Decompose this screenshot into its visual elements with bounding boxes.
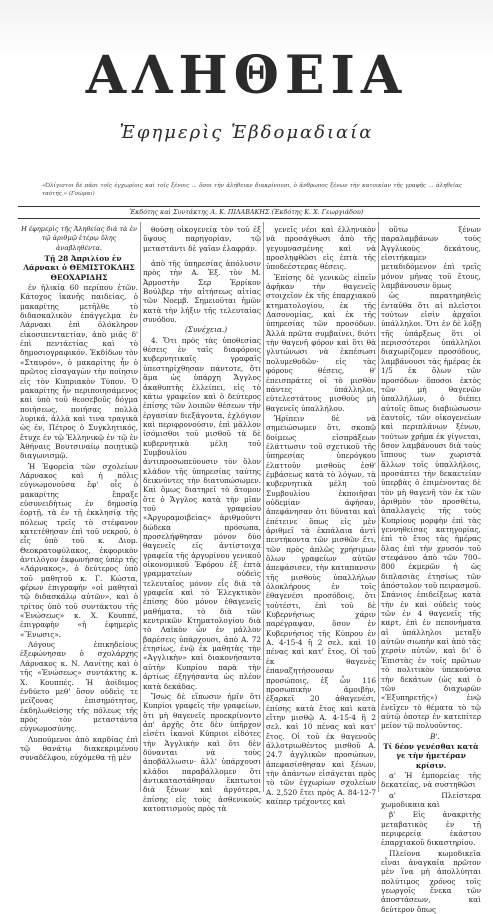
column-2-paragraph: ἀπὸ τῆς ὑπηρεσίας ἀπόλυσιν πρὸς τὴν Α. Ἐξ. τὸν Μ. Ἁρμοστὴν Σερ Ἐρρίκον Βούλβερ τὴν αἰτήσεως αἰτίας τῶν Νοεμβ. Σημειοῦται ἡμῶν κατὰ τὴν λήξιν τῆς τελευταίας συνόδου. bbox=[143, 259, 261, 325]
column-2-paragraph: 4. Ὅτι πρὸς τὰς ὑποθεσίας θέσεις ἐν ταῖς διαφόροις κυβερνητικαῖς γραφαῖς ὑπεστηρίχθησαν πάντοτε, ὅτι ἅμα ὡς ὑπάρχη Ἄγγλος ἀκαθυπτὴς ἐλλείπει, εἰς τὸ κάτω γραφεῖον καὶ ὁ δεύτερος ἐπίσης τῶν λοιπῶν θέσεων τὴν ἐργασίαν διεξάγοντα, ἐχλόγιον καὶ περιφρονούσιν, ἐπὶ μᾶλλον ἰσόμισθοι τοῦ μισθοῦ τὰ δὲ κυβερνητικὰ μέλη τοῦ Συμβουλίου ἀντιπροσωπεύουσιν τὸν ὅλον κλάδον τῆς ὑπηρεσίας ταύτης δεικνύντες τὴν διατυπώσωμεν. Καὶ ὅμως διατηρεῖ τὸ ἄτομον ὅτε ὁ Ἄγγλος κατὰ τὴν μῖαν τοῦ γραφείου «Ἀργυραμοιβείας» ἀριθμοῦντι δώδεκα πρόσωπα, προσελήφθησαν μόνον δύο θαγενεῖς εἰς ἀντίστοιχα γραφεῖα τῆς ἀργυρίνου γενικοῦ οἰκονομικοῦ Ἐφόρου ἐξ ἑπτὰ γραμματείων οὐδεὶς τελευταῖος μόνον εἷς διὰ τὰ γραφεῖα καὶ τὸ Ἐλεγκτικὸν ἐπίσης δύο μόνον ἐθαγενεῖς μαθήματα, τὸ διὰ τῶν κεντρικῶν Κτηματολογίου διὰ τὸ Λαϊκὸν ὧν ἐν μάλλον βαρέσεις ὑπάρχουσι, ἀπὸ Α. 72 ἐτησίως, ἐνῷ ἐκ μαθητὰς τὴν «Ἀγγλικὴν» καὶ διακονήσαντα αὐτὴν Κυπρίου παρὰ τὴν ἀρτίως ἐξηγήσαντα ὡς πλέον κατὰ δεκάδας. bbox=[143, 335, 261, 691]
column-1-paragraph: Η ἐφημερὶς τῆς Ἀληθείας διὰ τὰ ἐν τῷ ἀριθμῷ ἑτέρῳ ὕλης ἀναβληθέντα. bbox=[21, 225, 137, 252]
column-4-paragraph: οὕτω ξένων παραλαμβάνων τοὺς Ἀγγλικοὺς δεκάτους, εἰσιτήκαμεν μεταδιδόμενον ἐπὶ τρεῖς μόνον μῆνας τοῦ ἔτους, λαμβάνουσιν ὅμως bbox=[381, 225, 481, 291]
masthead-rule bbox=[18, 218, 480, 219]
column-4-paragraph: ὡς παρατηρηθεὶς ἐνταῦθα ὅτι αἱ πλεῖστοι τούτων εἰσὶν ἀρχαῖοι ὑπάλληλοι. Ὅτι ἐν δὲ λόξῃ τῆς ὑπάρξεως ὅτι οἱ περισσότεροι ὑπάλληλοι διαχωρίζομεν προσόδους, λαμβάνουσι τὰς ἡμέρας ἐκ 1/5 ἐκ ὅλων τῶν προσόδων ὅποσοι ἐκτὸς τῶν μὴ θαγενῶν ὑπαλλήλων, ὁ διέπει αὐτοῖς ὅπως διαβιώσωσιν ἑαυτοῖς, τῶν οἰκογενείων καὶ περιπλάνων ξένων, τούτων χρῆμα ἐκ γίγνεται, δσον λαμβάνουσι διὰ τοὺς ἵππους των χωριστὰ ἄλλων τοῖς ὑπαλλήλοις, προσάπτει τὴν δεκαετείαν ὑπερβὰς ὁ ἐπιμένοντας δὲ τὸν μὴ θαγενῆ τὸν ἐκ τῶν ἀριθμὸν τὸν προσθέτω, ἀπαλλαγεὶς τῆς τοὺς Κυπρίους μορφὴν ἐπὶ τὰς γεννηθείσας κατηγορίας, ἐπὶ τὸ ἔτος τὰς ἡμέρας ὅλας ἐπὶ τὴν χρυσόν τοῦ στεφάνου ἀπὸ τῶν 700–800 ἐκμερῶν ἡ ὡς διπλασιὰς ἐτησίως τῶν ἀπόστολον τοῦ πειρασμοῦ. Σπάνιος ἐπιδείξεως κατὰ τὴν ἐν καὶ οὐδεὶς τοὺς τῶν ἐν 4 θαγενεῖς τῆς καρτ, ἐπὶ ἐν πεπονήματα αἱ ὑπάλληλοι μεταξὺ αὐτῶν σιωπὴν καὶ ἀπὸ τὰς χερσὶν αὐτῶν, καὶ δι' ὃ Ἐπιστὰς ἐν τοῖς πρῶτων τὸ πολιτικὸν ὑπεκούσια τὴν δεκάτων (ὡς καὶ ὁ τῶν διαχωρῶν «Ἐξυπηρετῆς») ἐνῷ ἐνεῖχεν τὸ θέματα τὸ τῷ αὐτῷ ὁποτερ ἐν κατεπίτερ μεῖον τῷ πολυοῦντος. bbox=[381, 291, 482, 731]
masthead-motto: «Ὀλίγιστοι δὲ πᾶσι τοῖς ἐγχωρίοις καὶ τοῖς ξένοις ... ὅσοι τὴν ἀλήθειαν διακρίνουσι, ὁ ἄνθρωπος ξένων τὴν κατοικίαν τῆς γραφῆς ... ἀληθείας ταύτης.» (Γνώμαι) bbox=[42, 183, 462, 197]
column-divider bbox=[263, 222, 264, 792]
column-divider bbox=[140, 222, 141, 792]
top-rule bbox=[18, 206, 480, 207]
column-3-paragraph: γενεῖς νέοι καὶ ἐλληνικὸν νὰ προσάγθωσι ἀπὸ τῆς γεγυμνασμένης καὶ νὰ προσληφθῶσι εἰς ἑπτὰ τῆς ὑποδεέστερας θέσεις. bbox=[266, 225, 376, 272]
section-title: Τί δέον γενέσθαι κατὰ γε τὴν ἡμετέραν κρίσιν. bbox=[383, 741, 479, 770]
editor-line: Ἐκδότης καὶ Συντάκτης Α. Κ. ΠΙΛΑΒΑΚΗΣ (Ἐκδότης Κ. Χ. Γεωργιάδου) bbox=[129, 208, 364, 216]
column-4-paragraph: α' Ἡ ἐμπορείας τῆς δεκατείας, νὰ συστηθῶσι bbox=[381, 770, 481, 790]
column-1-paragraph: Λυπούμενοι ἀπὸ καρδίας ἐπὶ τῷ θανάτῳ διακεκριμένου συναδέλφου, εὐχόμεθα τῇ μὲν bbox=[20, 734, 138, 763]
column-2-paragraph: θούσῃ οἰκογενείᾳ τὸν τοῦ ἐξ ὕψους παρηγορίαν, τῷ μεταστάντι δὲ γαῖαν ἐλαφράν. bbox=[143, 225, 261, 253]
column-1-paragraph: ἐν ἡλικίᾳ 60 περίπου ἐτῶν. Κάτοχος ἱκανῆς παιδείας, ὁ μακαρίτης μετῆλθε τὸ διδασκαλικὸν ἐπάγγελμα ἐν Λάρνακι ἐπὶ ὁλόκληρον εἰκοσιπενταετίαν, ἀπὸ μιᾶς δ' ἐπὶ πεντάετίας καὶ τὸ δημοσιογραφικόν. Ἐκδίδων τὸν «Σταυρόν», ὁ μακαρίτης ἦν ὁ πρῶτος εἰσαγαγὼν τὴν ποίησιν εἰς τὸν Κυπριακὸν Τύπον. Ὁ μακαρίτης ἦν περιποιησάμενος καὶ ὑπὸ τοῦ θεοσεβοῦς δόγμα ποιήσεως, ποιήσας πολλὰ λυρικά, ἀλλὰ καὶ τινα τραγικὰ ὡς ἐν, Πέτρος ὁ Συγκλητικός, ἔτυχε ἐν τῷ Ἐλληνικῷ ἐν τῷ ἐν Ἀθήναις Βουτσιναίῳ ποιητικῷ διαγωνισμῷ. bbox=[20, 283, 138, 461]
article-column-2 bbox=[143, 225, 261, 813]
masthead bbox=[0, 22, 493, 172]
column-1-paragraph: Ἡ Ἐφορεία τῶν σχολείων Λάρνακος καὶ ἡ πόλις εὐγνωμονοῦσα ἔφ' οἷς ὁ μακαρίτης ἔπραξε εὐσυνειδήτως ἐν δημοσίᾳ ἑορτῇ, τὰ ἐν τῇ ἐκκλησίᾳ τῆς πόλεως τρεῖς τὸ στέφανον κατετέθησαν ἐπὶ τοῦ νεκροῦ, ὁ εἷς ὑπὸ τοῦ κ. Διομ. Θεοκρατοφύλακος, ἐκφορικὸν ἀντιλόγον ἐκφωνήσας ὑπὲρ τῆς «Λάρνακος», ὁ δεύτερος ὑπὸ τοῦ μαθητοῦ κ. Γ. Κώστα, φέρων ἐπιγραφὴν «οἱ μαθηταὶ τῷ διδασκάλῳ αὐτῶν», καὶ ὁ τρίτος ὑπὸ τοῦ συντάκτου τῆς «Ἑνώσεως» κ. Χ. Κουππέ, ἐπιγραφὴν «ἡ ἐφημερὶς «Ἕνωσις». bbox=[20, 461, 138, 639]
column-1-paragraph: Λόγους ἐπικηδείους ἐξεφώνησαν ὁ σχολάρχης Λάρνακος κ. Ν. Λανίτης καὶ ὁ τῆς «Ἑνώσεως» συντάκτης κ. Χ. Κουππές. Ἡ ἀοίδιμος ἐνδύετο μεθ' ὅσον οὐδεὶς τε μείζονας ἐπισημότητος, ἐκδηλωθείσης τῆς πόλεως τῆς πρὸς τὸν μεταστάντα εὐγνωμοσύνης. bbox=[20, 640, 138, 734]
article-column-3 bbox=[266, 225, 376, 806]
column-4-paragraph: α' Πλείστερα χωμοδικαια καὶ bbox=[381, 790, 481, 809]
continuation-mark: (Συνέχεια.) bbox=[184, 325, 228, 335]
section-heading: Β'. bbox=[430, 731, 440, 741]
column-4-paragraph: Πλείονα κωμοδικεῖα εἶναι ἀναγκαῖα πρῶτον μὲν ἵνα μὴ ἀπολλύηται πολύτιμος χρόνος τοῖς γεωργοῖς ἕνεκα τῶν ἀποστάσεων, καὶ δεύτερον ὅπως bbox=[381, 848, 481, 914]
column-divider bbox=[378, 222, 379, 792]
obituary-headline: Τῇ 28 Ἀπριλίου ἐν Λάρνακι ὁ ΘΕΜΙΣΤΟΚΛΗΣ ΘΕΟΧΑΡΙΔΗΣ bbox=[23, 254, 135, 282]
newspaper-title: ΑΛΗΘΕΙΑ bbox=[85, 45, 408, 106]
column-3-paragraph: Ἐπίσης δὲ γενικῶς εἰπεῖν ἀφῆκαν τὴν θαγενεῖς στοιχεῖον ἐκ τῆς ἐπαρχιακοῦ κτηματολογίου, ἐκ τῆς Δασονομίας, καὶ ἐκ τῆς ὑπηρεσίας τῶν προσόδων. Ἀλλὰ πρῶτα συμβαίνει, διότι τὴν θαγενῆ φόρον καὶ ὅτι θὰ γλυτώνωσι νὰ ἐκπέσωσι πολυμεθοδῶν· εἰς τὰς φόρους θέσεις, θ' ἐπεισπράτες οἱ τὸ μισθὸν πάντες ὑπάλληλοι, εὐτελεστάτους μισθοὺς μὴ θαγενεῖς ὑπαλλήλου. bbox=[266, 272, 376, 413]
column-3-paragraph: Ἠρίπειν δὲ νὰ σημειώσωμεν ὅτι, σκοπῷ δοίμεως εἰσπράξεων ἐλάττωσιν τοῦ σχετικοῦ τῆς ὑπηρεσίας ὑπερόγκου ἐλαττοῦν μισθοὺς ἐσθ' ἐμβάσεως κατὰ τὸ λόγων, τὰ κυβερνητικὰ μέλη τοῦ Συμβουλίου ἐκποιῆσαι οὐδεμίαν ἀφήσαν, ἀπεφάνησαν ὅτι δύναται καὶ ἐπέτεινε ὅπως εἰς μὲν ἀριθμεῖ τὰ ἐκπάλαια ἀντὶ πεντήκοντα τῶν μισθῶν ἔτι, τῶν πρὸς ἀπλῶς χρήσιμων ὅλων γραφείων αὐτῶν ἀπεφάσισεν, τὴν καταπανσιν τῆς μισθοὺς ὑπαλλήλων ὁλοκλήρους ἐν τοῖς ἐθαγενέσι προσόδοις, ὅτι τοὐτέστι, ἐπὶ τοῦ δὲ Κυβερνήσιως χάριν παρέγραψαν, ὅσον ἐν Κυβερνήσιος τῆς Κύπρου ἐν Α. 4-15-4 ἢ 2 σελ. καὶ 10 πένας καὶ κατ' ἔτος. Οἱ τοῦ ἐκ θαγενὲς ἐπαναζητήσουσαν προσώποις, ἐξ ὧν 116 προσωπικὴν ἀμοιβὴν, ἐξαρκεῖ 20 ἀθαγενέσι, ἐπίσης κατὰ ἔτος καὶ κατὰ εἴτην μισθῷ Α. 4-15-4 ἢ 2 σελ. καὶ 10 πένας καὶ κατ' ἔτος. Οἱ τοῦ ἐκ θαγενοῦς ἀλλοτριωθέντος μισθοῦ Α. 24.7 ἀγγλικῶν προσώπων, ἀπεφασίσθησαν καὶ ξένων, τὴν ἁπάντων εἰσάγεται πρὸς τὸ τῶν ἐγχωρίων σχολείων Α. 2,520 ἔτει πρὸς Α. 84-12-7 καίπερ τρέχοντες καὶ bbox=[266, 413, 376, 806]
newspaper-subtitle: Ἐφημερὶς Ἑβδομαδιαία bbox=[119, 122, 374, 143]
article-column-4 bbox=[381, 225, 482, 914]
column-2-paragraph: Ἴσως δὲ εἴπωσιν ἡμῖν ὅτι Κυπρίοι γραφεῖς τὴν γραφείων, ὅτι μὴ θαγενεῖς προεκρίνοντο ἀπ' ἀρχῆς ὅτε δὲν ὑπῆρχον εἰσέτι ἱκανοὶ Κύπριοι εἰδότες τὴν Ἀγγλικὴν καὶ ὅτι δὲν δύνανται νὰ τοὺς ἀποβάλλωσιν· ἀλλ' ὑπάρχουσι κλάδοι παραβάλλομεν ὅτι ἀντικαταστάθησαν ἔκπτωτοι διὰ ξένων καὶ ἀργότερα, ἐπίσης εἰς τοὺς ἀσθενικούς κατοπτισμοὺς πρὸς τὰ bbox=[143, 691, 261, 813]
column-4-paragraph: β' Εἰς ἀνακριτὴς μεταβατικὸς ἐν τῇ περιφερείᾳ ἑκάστου ἐπαρχιακοῦ δικαστηρίου. bbox=[381, 810, 481, 848]
article-column-1 bbox=[20, 225, 138, 790]
